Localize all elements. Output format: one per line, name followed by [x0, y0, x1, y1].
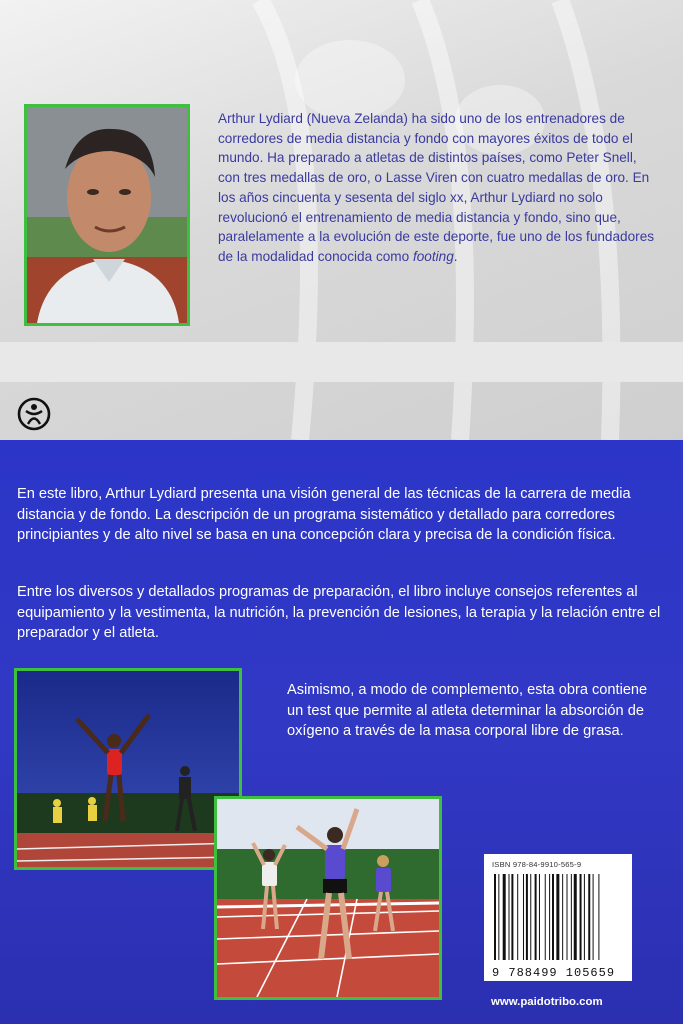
bio-text-end: . — [453, 248, 458, 264]
paidotribo-logo-icon — [17, 397, 51, 431]
bio-text: Arthur Lydiard (Nueva Zelanda) ha sido uno de los entrenadores de corredores de media distancia y fondo con mayores éxitos de todo el mundo. Ha preparado a atletas de distintos países, como Peter Snell, con tres medallas de oro, o Lasse Viren con cuatro medallas de oro. En los años cincuenta y sesenta del siglo xx, Arthur Lydiard no solo revolucionó el entrenamiento de media distancia y fondo, sino que, paralelamente a la evolución de este deporte, fue uno de los fundadores de la modalidad conocida como — [218, 111, 655, 264]
runner-finish-photo — [14, 668, 242, 870]
author-biography — [218, 109, 658, 267]
description-paragraph-2: Entre los diversos y detallados programas de preparación, el libro incluye consejos referentes al equipamiento y la vestimenta, la nutrición, la prevención de lesiones, la terapia y la relación entre el preparador y el atleta. — [17, 584, 661, 641]
description-paragraph-3: Asimismo, a modo de complemento, esta obra contiene un test que permite al atleta determinar la absorción de oxígeno a través de la masa corporal libre de grasa. — [287, 682, 648, 739]
description-paragraph-1: En este libro, Arthur Lydiard presenta una visión general de las técnicas de la carrera de media distancia y de fondo. La descripción de un programa sistemático y detallado para corredores principiantes y de alto nivel se basa en una concepción clara y precisa de la condición física. — [17, 486, 631, 543]
top-panel — [0, 0, 683, 440]
isbn-label: ISBN 978-84-9910-565-9 — [492, 860, 582, 869]
women-finish-photo — [214, 796, 442, 1000]
barcode-bars — [494, 874, 622, 964]
isbn-barcode — [484, 854, 632, 981]
bio-italic-word: footing — [412, 248, 454, 264]
isbn-digits: 9 788499 105659 — [492, 966, 616, 980]
author-portrait — [24, 104, 190, 326]
publisher-website: www.paidotribo.com — [491, 996, 603, 1008]
